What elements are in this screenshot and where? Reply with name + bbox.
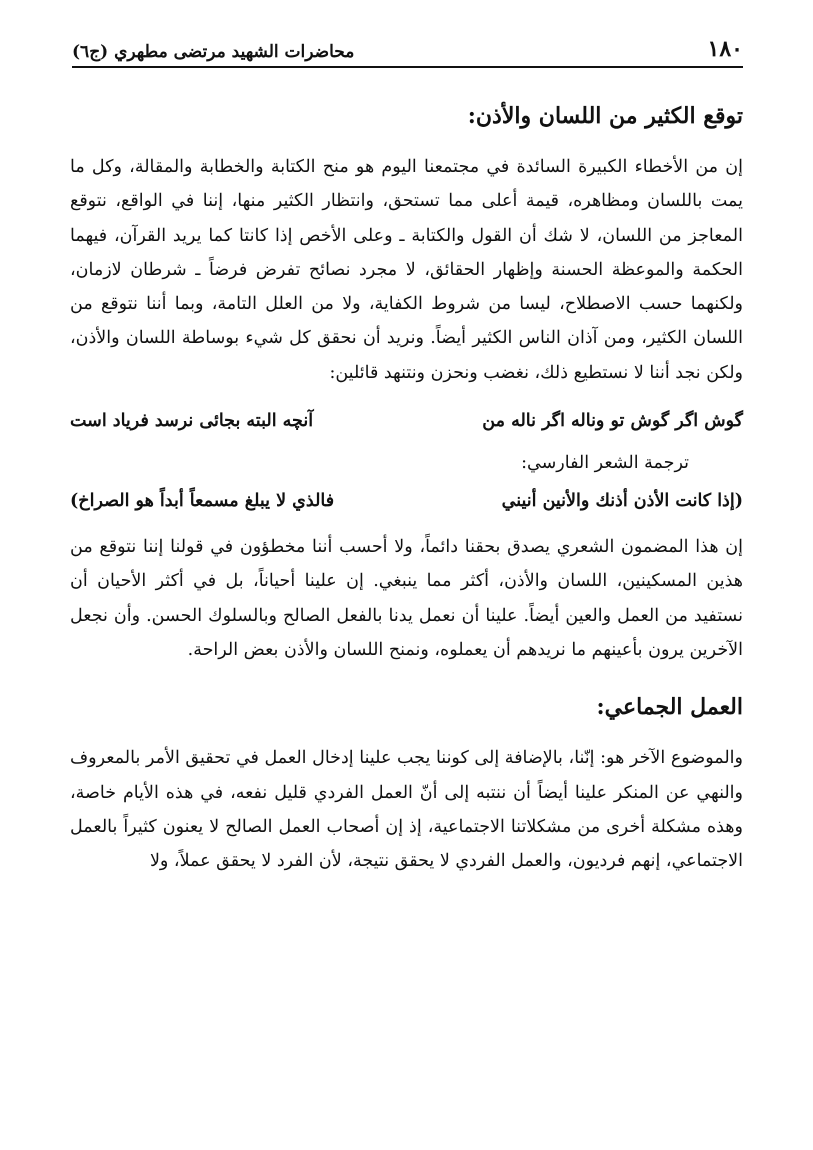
- running-title: محاضرات الشهيد مرتضى مطهري (ج٦): [72, 42, 355, 62]
- persian-verse: [70, 404, 743, 438]
- page-body: [70, 94, 743, 878]
- arabic-verse: [70, 484, 743, 518]
- body-paragraph-3: والموضوع الآخر هو: إنّنا، بالإضافة إلى كوننا يجب علينا إدخال العمل في تحقيق الأمر بالمعروف والنهي عن المنكر علينا أيضاً أن ننتبه إلى أنّ العمل الفردي قليل نفعه، في هذه الأيام خاصة، وهذه مشكلة أخرى من مشكلاتنا الاجتماعية، إذ إن أصحاب العمل الصالح لا يعنون كثيراً بالعمل الاجتماعي، إنهم فرديون، والعمل الفردي لا يحقق نتيجة، لأن الفرد لا يحقق عملاً، ولا: [70, 748, 743, 872]
- body-paragraph-1: إن من الأخطاء الكبيرة السائدة في مجتمعنا اليوم هو منح الكتابة والخطابة والمقالة، وكل ما يمت باللسان ومظاهره، قيمة أعلى مما تستحق، وانتظار الكثير منها، إننا في الواقع، نتوقع المعاجز من اللسان، لا شك أن القول والكتابة ـ وعلى الأخص إذا كانتا كما يريد القرآن، فيهما الحكمة والموعظة الحسنة وإظهار الحقائق، لا مجرد نصائح تفرض فرضاً ـ شرطان لازمان، ولكنهما حسب الاصطلاح، ليسا من شروط الكفاية، ولا من العلل التامة، وبما أننا نتوقع من اللسان الكثير، ومن آذان الناس الكثير أيضاً. ونريد أن نحقق كل شيء بوساطة اللسان والأذن، ولكن نجد أننا لا نستطيع ذلك، نغضب ونحزن ونتنهد قائلين:: [70, 157, 743, 383]
- arabic-verse-second-hemistich: فالذي لا يبلغ مسمعاً أبداً هو الصراخ): [70, 491, 335, 512]
- translation-label: ترجمة الشعر الفارسي:: [521, 453, 689, 474]
- running-header: [72, 28, 743, 68]
- section-heading-expectations: توقع الكثير من اللسان والأذن:: [467, 103, 743, 129]
- body-paragraph-2: إن هذا المضمون الشعري يصدق بحقنا دائماً، ولا أحسب أننا مخطؤون في قولنا إننا نتوقع من هذين المسكينين، اللسان والأذن، أكثر مما ينبغي. إن علينا أحياناً، بل في أكثر الأحيان أن نستفيد من العمل والعين أيضاً. علينا أن نعمل يدنا بالفعل الصالح وبالسلوك الحسن. وأن نجعل الآخرين يرون بأعينهم ما نريدهم أن يعملوه، ونمنح اللسان والأذن بعض الراحة.: [70, 537, 743, 660]
- arabic-verse-first-hemistich: (إذا كانت الأذن أذنك والأنين أنيني: [501, 491, 743, 512]
- page-number: ١٨٠: [707, 36, 743, 62]
- section-heading-collective-work: العمل الجماعي:: [596, 694, 743, 721]
- persian-verse-second-hemistich: آنچه البته بجائی نرسد فریاد است: [70, 411, 314, 432]
- persian-verse-first-hemistich: گوش اگر گوش تو وناله اگر ناله من: [482, 411, 743, 432]
